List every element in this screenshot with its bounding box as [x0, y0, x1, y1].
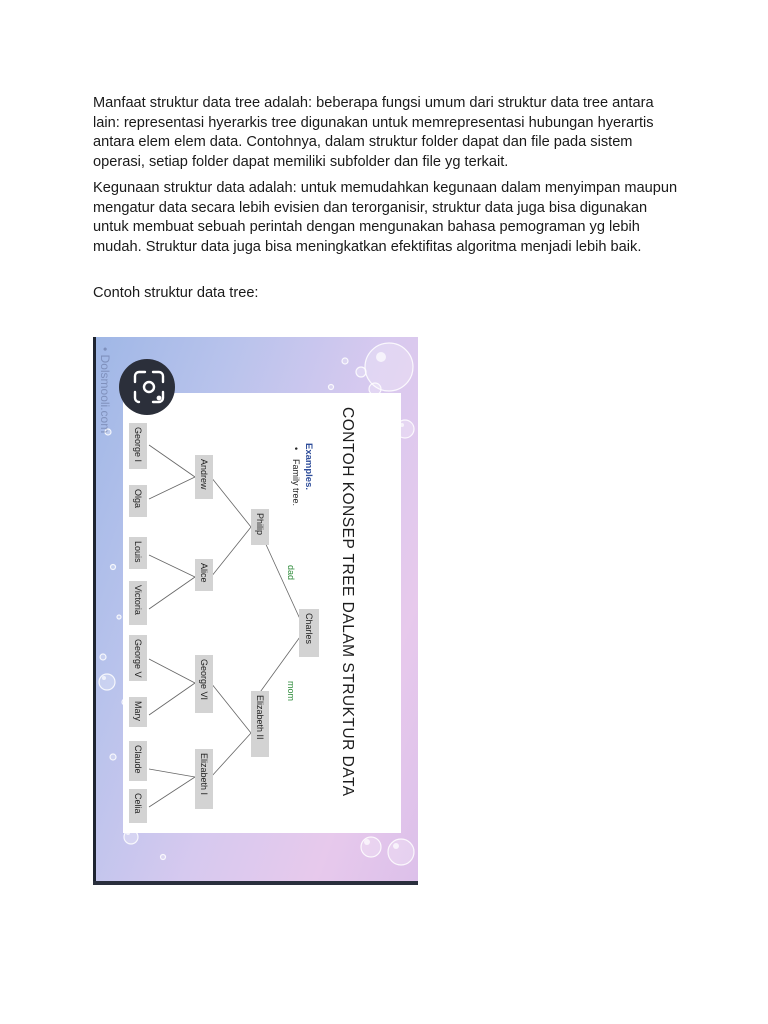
slide-area	[123, 393, 401, 833]
paragraph-contoh: Contoh struktur data tree:	[93, 285, 259, 301]
family-tree-photo	[93, 337, 418, 885]
tree-node-celia-label: Celia	[133, 793, 143, 814]
tree-node-mary-label: Mary	[133, 701, 143, 721]
tree-node-george-vi-label: George VI	[199, 659, 209, 701]
family-tree-label: Family tree.	[291, 459, 301, 507]
slide-title: CONTOH KONSEP TREE DALAM STRUKTUR DATA	[339, 407, 356, 797]
photo-bottom-edge	[93, 881, 418, 885]
google-lens-icon[interactable]	[119, 359, 175, 415]
paragraph-manfaat: Manfaat struktur data tree adalah: beberapa fungsi umum dari struktur data tree antara lain: representasi hyerarkis tree digunakan untuk memrepresentasi hubungan hyerartis antara elem elem data. Contohnya, dalam struktur folder dapat dan file pada sistem operasi, setiap folder dapat memiliki subfolder dan file yg terkait.	[93, 95, 654, 170]
watermark-text: • Dolsmooli.com	[98, 347, 112, 434]
tree-node-root-label: Charles	[304, 613, 314, 645]
examples-label: Examples.	[303, 443, 314, 490]
tree-node-louis-label: Louis	[133, 541, 143, 563]
paragraph-kegunaan: Kegunaan struktur data adalah: untuk memudahkan kegunaan dalam menyimpan maupun mengatur data secara lebih evisien dan terorganisir, struktur data juga bisa digunakan untuk membuat sebuah perintah dengan mengunakan bahasa pemograman yg lebih mudah. Struktur data juga bisa meningkatkan efektifitas algoritma menjadi lebih baik.	[93, 180, 678, 255]
family-tree-photo-svg	[93, 337, 418, 885]
tree-node-george-v-label: George V	[133, 639, 143, 678]
tree-node-alice-label: Alice	[199, 563, 209, 583]
tree-node-elizabeth-i-label: Elizabeth I	[199, 753, 209, 796]
tree-node-victoria-label: Victoria	[133, 585, 143, 615]
bullet-glyph: •	[291, 447, 301, 451]
photo-dark-edge	[93, 337, 96, 885]
tree-node-elizabeth-ii-label: Elizabeth II	[255, 695, 265, 740]
tree-node-olga-label: Olga	[133, 489, 143, 509]
dad-label: dad	[286, 565, 296, 581]
tree-node-george-i-label: George I	[133, 427, 143, 463]
mom-label: mom	[286, 681, 296, 701]
tree-node-philip-label: Philip	[255, 513, 265, 536]
tree-node-claude-label: Claude	[133, 745, 143, 774]
tree-node-andrew-label: Andrew	[199, 459, 209, 490]
